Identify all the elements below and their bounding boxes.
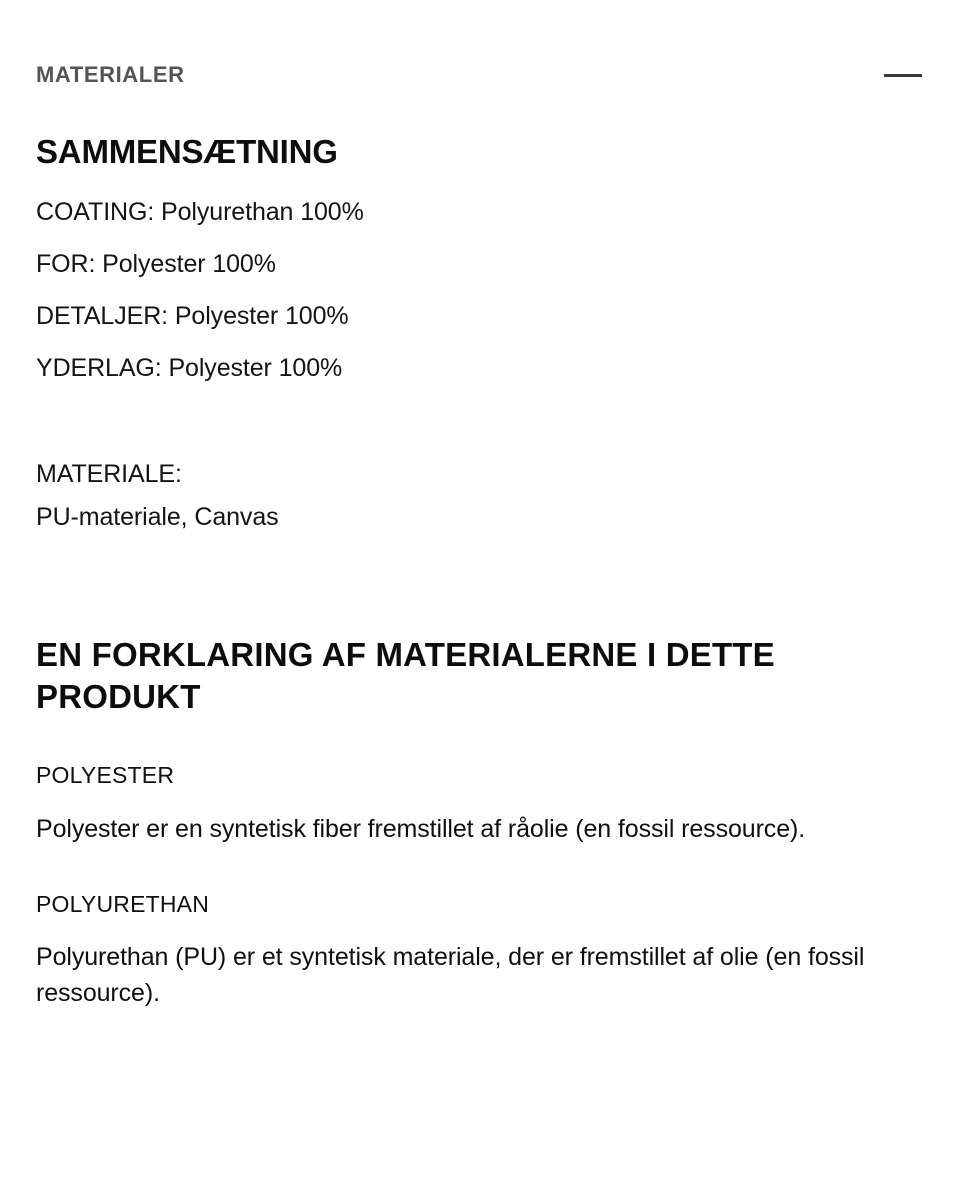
material-block bbox=[36, 453, 924, 539]
material-value: PU-materiale, Canvas bbox=[36, 502, 279, 531]
minus-icon-bar bbox=[884, 74, 922, 77]
material-name: POLYESTER bbox=[36, 762, 175, 789]
explanation-heading: EN FORKLARING AF MATERIALERNE I DETTE PRODUKT bbox=[36, 635, 775, 715]
material-explanation-polyurethan bbox=[36, 891, 924, 1012]
material-explanation-list bbox=[36, 762, 924, 1011]
material-explanation-polyester bbox=[36, 762, 924, 847]
material-description: Polyester er en syntetisk fiber fremstillet af råolie (en fossil ressource). bbox=[36, 814, 806, 843]
minus-icon[interactable] bbox=[884, 64, 922, 86]
composition-item-for: FOR: Polyester 100% bbox=[36, 249, 276, 278]
composition-item-yderlag: YDERLAG: Polyester 100% bbox=[36, 353, 343, 382]
material-label: MATERIALE: bbox=[36, 459, 182, 488]
material-name: POLYURETHAN bbox=[36, 890, 210, 917]
material-description: Polyurethan (PU) er et syntetisk materiale, der er fremstillet af olie (en fossil ressource). bbox=[36, 943, 865, 1008]
composition-item-coating: COATING: Polyurethan 100% bbox=[36, 197, 364, 226]
accordion-header-materialer[interactable] bbox=[36, 52, 924, 98]
composition-list bbox=[36, 186, 924, 394]
accordion-title: MATERIALER bbox=[36, 62, 185, 87]
materials-accordion-panel bbox=[0, 52, 960, 1190]
composition-heading: SAMMENSÆTNING bbox=[36, 133, 338, 170]
composition-item-detaljer: DETALJER: Polyester 100% bbox=[36, 301, 349, 330]
